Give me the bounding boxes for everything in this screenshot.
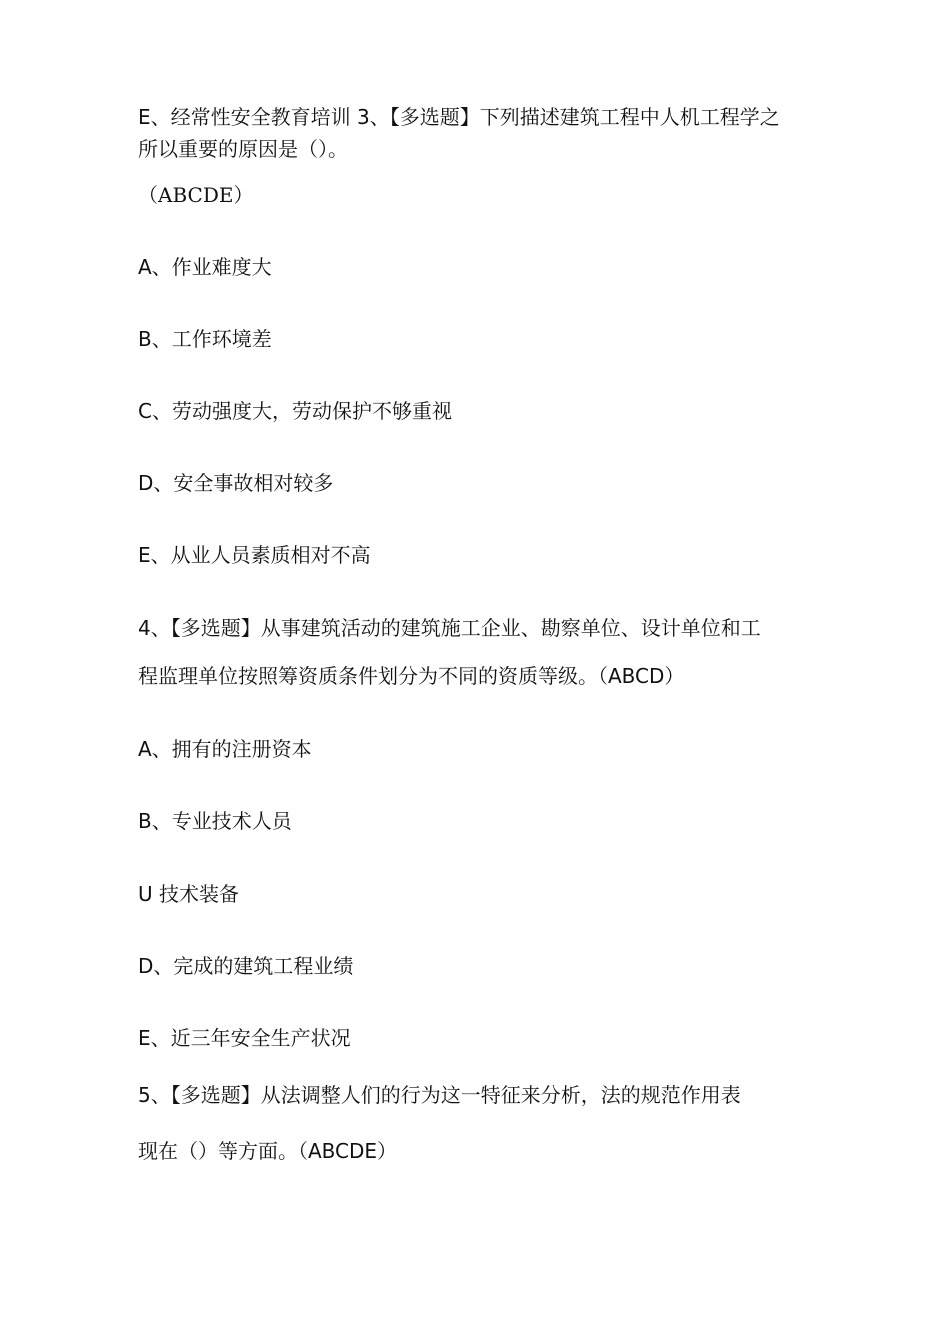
option-line: C、劳动强度大，劳动保护不够重视 <box>138 399 452 423</box>
text-line: 所以重要的原因是（）。 <box>138 137 348 161</box>
option-line: B、专业技术人员 <box>138 809 292 833</box>
option-line: U 技术装备 <box>138 882 239 906</box>
option-line: D、完成的建筑工程业绩 <box>138 954 354 978</box>
option-line: A、作业难度大 <box>138 255 272 279</box>
question-line: 现在（）等方面。（ABCDE） <box>138 1139 398 1163</box>
question-line: 4、【多选题】从事建筑活动的建筑施工企业、勘察单位、设计单位和工 <box>138 616 761 640</box>
answer-key: （ABCDE） <box>138 183 254 207</box>
option-line: D、安全事故相对较多 <box>138 471 334 495</box>
option-line: E、近三年安全生产状况 <box>138 1026 351 1050</box>
option-line: E、从业人员素质相对不高 <box>138 543 371 567</box>
question-line: 5、【多选题】从法调整人们的行为这一特征来分析，法的规范作用表 <box>138 1083 741 1107</box>
question-line: 程监理单位按照筹资质条件划分为不同的资质等级。（ABCD） <box>138 664 685 688</box>
option-line: A、拥有的注册资本 <box>138 737 312 761</box>
option-line: B、工作环境差 <box>138 327 272 351</box>
text-line: E、经常性安全教育培训 3、【多选题】下列描述建筑工程中人机工程学之 <box>138 105 780 129</box>
